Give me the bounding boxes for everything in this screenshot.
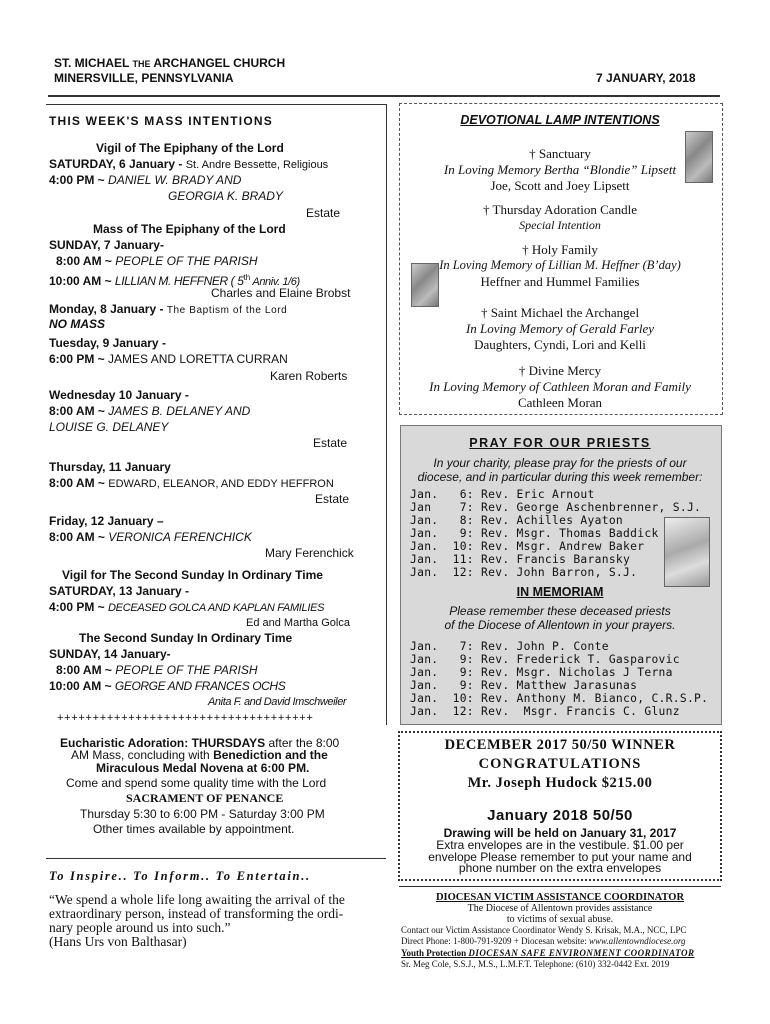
praying-hands-image [664,517,710,587]
drawing-date: Drawing will be held on January 31, 2017 [443,826,677,840]
mass-8am-thu: 8:00 AM ~ EDWARD, ELEANOR, AND EDDY HEFFRON [49,476,334,490]
priests-intro: diocese, and in particular during this week remember: [417,470,703,484]
mass-10am: 10:00 AM ~ LILLIAN M. HEFFNER ( 5th Anniv. 1/6) [49,273,300,288]
memoriam-entry: Jan. 7: Rev. John P. Conte [410,640,609,653]
lamp-saint-michael: † Saint Michael the Archangel [480,305,640,320]
lamp-divine-mercy: † Divine Mercy [518,363,602,378]
church-location: MINERSVILLE, PENNSYLVANIA [54,71,234,85]
lamp-donor: Daughters, Cyndi, Lori and Kelli [474,337,646,352]
mass-6pm: 6:00 PM ~ JAMES AND LORETTA CURRAN [49,352,288,366]
penance-appointment: Other times available by appointment. [93,822,295,836]
mass-donor: Karen Roberts [270,369,348,383]
second-sunday-heading: The Second Sunday In Ordinary Time [79,631,293,645]
priest-entry: Jan. 11: Rev. Francis Baransky [410,553,631,566]
winner-heading: DECEMBER 2017 50/50 WINNER [444,737,676,753]
adoration-line2: AM Mass, concluding with Benediction and the [71,748,328,762]
victim-text: The Diocese of Allentown provides assistance [467,903,653,914]
inspire-tagline: To Inspire.. To Inform.. To Entertain.. [49,869,311,883]
mass-saturday-6: SATURDAY, 6 January - St. Andre Bessette, Religious [49,157,329,171]
memoriam-entry: Jan. 9: Rev. Matthew Jarasunas [410,679,638,692]
mass-donor: Mary Ferenchick [265,546,354,560]
church-name: ST. MICHAEL THE ARCHANGEL CHURCH [54,56,286,70]
envelope-info: phone number on the extra envelopes [458,861,662,875]
vigil-epiphany-heading: Vigil of The Epiphany of the Lord [96,141,284,155]
lamp-intention: In Loving Memory Bertha “Blondie” Lipsett [443,162,677,177]
mass-donor: Ed and Martha Golca [246,617,350,629]
mass-intention-name: LOUISE G. DELANEY [49,420,169,434]
lamp-intention: Special Intention [519,218,601,232]
lamp-holy-family: † Holy Family [522,242,598,257]
envelope-info: Extra envelopes are in the vestibule. $1.00 per [436,838,684,852]
lamp-intention: In Loving Memory of Cathleen Moran and Family [429,379,691,394]
priest-entry: Jan. 12: Rev. John Barron, S.J. [410,566,638,579]
priests-intro: In your charity, please pray for the priests of our [433,456,687,470]
lamp-donor: Cathleen Moran [517,395,603,410]
priest-entry: Jan. 8: Rev. Achilles Ayaton [410,514,624,527]
mass-intentions-title: THIS WEEK'S MASS INTENTIONS [49,114,273,128]
mass-sunday-14: SUNDAY, 14 January- [49,647,171,661]
lamp-sanctuary: † Sanctuary [529,146,591,161]
mass-saturday-13: SATURDAY, 13 January - [49,584,190,598]
envelope-info: envelope Please remember to put your name and [428,850,692,864]
mass-8am: 8:00 AM ~ PEOPLE OF THE PARISH [56,254,258,268]
mass-4pm: 4:00 PM ~ DANIEL W. BRADY AND [49,173,242,187]
adoration-line1: Eucharistic Adoration: THURSDAYS after the 8:00 [60,736,340,750]
youth-protection-contact: Sr. Meg Cole, S.S.J., M.S., L.M.F.T. Telephone: (610) 332-0442 Ext. 2019 [401,959,670,969]
penance-heading: SACRAMENT OF PENANCE [126,791,284,805]
lamp-title: DEVOTIONAL LAMP INTENTIONS [460,113,660,127]
mass-tuesday-9: Tuesday, 9 January - [49,336,166,350]
priest-entry: Jan 7: Rev. George Aschenbrenner, S.J. [410,501,702,514]
memoriam-intro: of the Diocese of Allentown in your prayers. [444,618,676,632]
mass-donor: Estate [306,206,341,220]
memoriam-entry: Jan. 12: Rev. Msgr. Francis C. Glunz [410,705,680,718]
memoriam-entry: Jan. 10: Rev. Anthony M. Bianco, C.R.S.P. [410,692,709,705]
mass-10am-sun14: 10:00 AM ~ GEORGE AND FRANCES OCHS [49,679,286,693]
priests-title: PRAY FOR OUR PRIESTS [469,436,651,450]
mass-sunday-7: SUNDAY, 7 January- [49,238,164,252]
mass-donor: Estate [315,492,350,506]
jan-fifty-heading: January 2018 50/50 [487,807,633,824]
mass-donor: Charles and Elaine Brobst [211,286,351,300]
priest-entry: Jan. 6: Rev. Eric Arnout [410,488,595,501]
youth-protection: Youth Protection DIOCESAN SAFE ENVIRONMENT COORDINATOR [401,948,695,958]
penance-times: Thursday 5:30 to 6:00 PM - Saturday 3:00 PM [80,807,325,821]
memoriam-entry: Jan. 9: Rev. Frederick T. Gasparovic [410,653,680,666]
priest-entry: Jan. 9: Rev. Msgr. Thomas Baddick [410,527,659,540]
winner-name: Mr. Joseph Hudock $215.00 [467,775,653,791]
mass-8am-sun14: 8:00 AM ~ PEOPLE OF THE PARISH [56,663,258,677]
lamp-donor: Heffner and Hummel Families [480,274,640,289]
lamp-intention: In Loving Memory of Gerald Farley [465,321,655,336]
plus-divider: ++++++++++++++++++++++++++++++++++++ [57,712,314,724]
mass-thursday-11: Thursday, 11 January [49,460,171,474]
victim-rule [399,886,721,887]
adoration-line4: Come and spend some quality time with the Lord [66,776,327,790]
mass-8am-fri: 8:00 AM ~ VERONICA FERENCHICK [49,530,252,544]
quote-line: nary people around us into such.” [49,920,231,935]
bulletin-date: 7 JANUARY, 2018 [596,71,696,85]
mass-donor: Estate [313,436,348,450]
mass-intention-name: GEORGIA K. BRADY [168,189,283,203]
in-memoriam-title: IN MEMORIAM [516,585,604,599]
mass-8am-wed: 8:00 AM ~ JAMES B. DELANEY AND [49,404,251,418]
victim-text: to victims of sexual abuse. [506,914,614,925]
victim-contact: Contact our Victim Assistance Coordinator Wendy S. Krisak, M.A., NCC, LPC [401,925,687,935]
epiphany-heading: Mass of The Epiphany of the Lord [93,222,286,236]
mass-wednesday-10: Wednesday 10 January - [49,388,189,402]
lamp-donor: Joe, Scott and Joey Lipsett [490,178,630,193]
mass-friday-12: Friday, 12 January – [49,514,164,528]
congratulations: CONGRATULATIONS [478,756,642,772]
memoriam-intro: Please remember these deceased priests [449,604,671,618]
lamp-adoration-candle: † Thursday Adoration Candle [483,202,637,217]
inspire-rule [46,858,386,859]
priest-entry: Jan. 10: Rev. Msgr. Andrew Baker [410,540,645,553]
memoriam-entry: Jan. 9: Rev. Msgr. Nicholas J Terna [410,666,673,679]
victim-title: DIOCESAN VICTIM ASSISTANCE COORDINATOR [435,892,685,903]
quote-author: (Hans Urs von Balthasar) [49,934,187,949]
vigil-second-sunday-heading: Vigil for The Second Sunday In Ordinary Time [62,568,323,582]
lamp-intention: In Loving Memory of Lillian M. Heffner (B’day) [439,258,681,272]
quote-line: “We spend a whole life long awaiting the arrival of the [49,892,345,907]
header-rule [48,95,720,97]
no-mass: NO MASS [49,317,106,331]
quote-line: extraordinary person, instead of transforming the ordi- [49,906,344,921]
adoration-line3: Miraculous Medal Novena at 6:00 PM. [96,761,310,775]
victim-phone: Direct Phone: 1-800-791-9209 + Diocesan website: www.allentowndiocese.org [401,936,686,946]
mass-monday-8: Monday, 8 January - The Baptism of the Lord [49,302,288,316]
mass-donor: Anita F. and David Imschweiler [208,696,347,708]
mass-4pm-sat13: 4:00 PM ~ DECEASED GOLCA AND KAPLAN FAMILIES [49,600,325,614]
